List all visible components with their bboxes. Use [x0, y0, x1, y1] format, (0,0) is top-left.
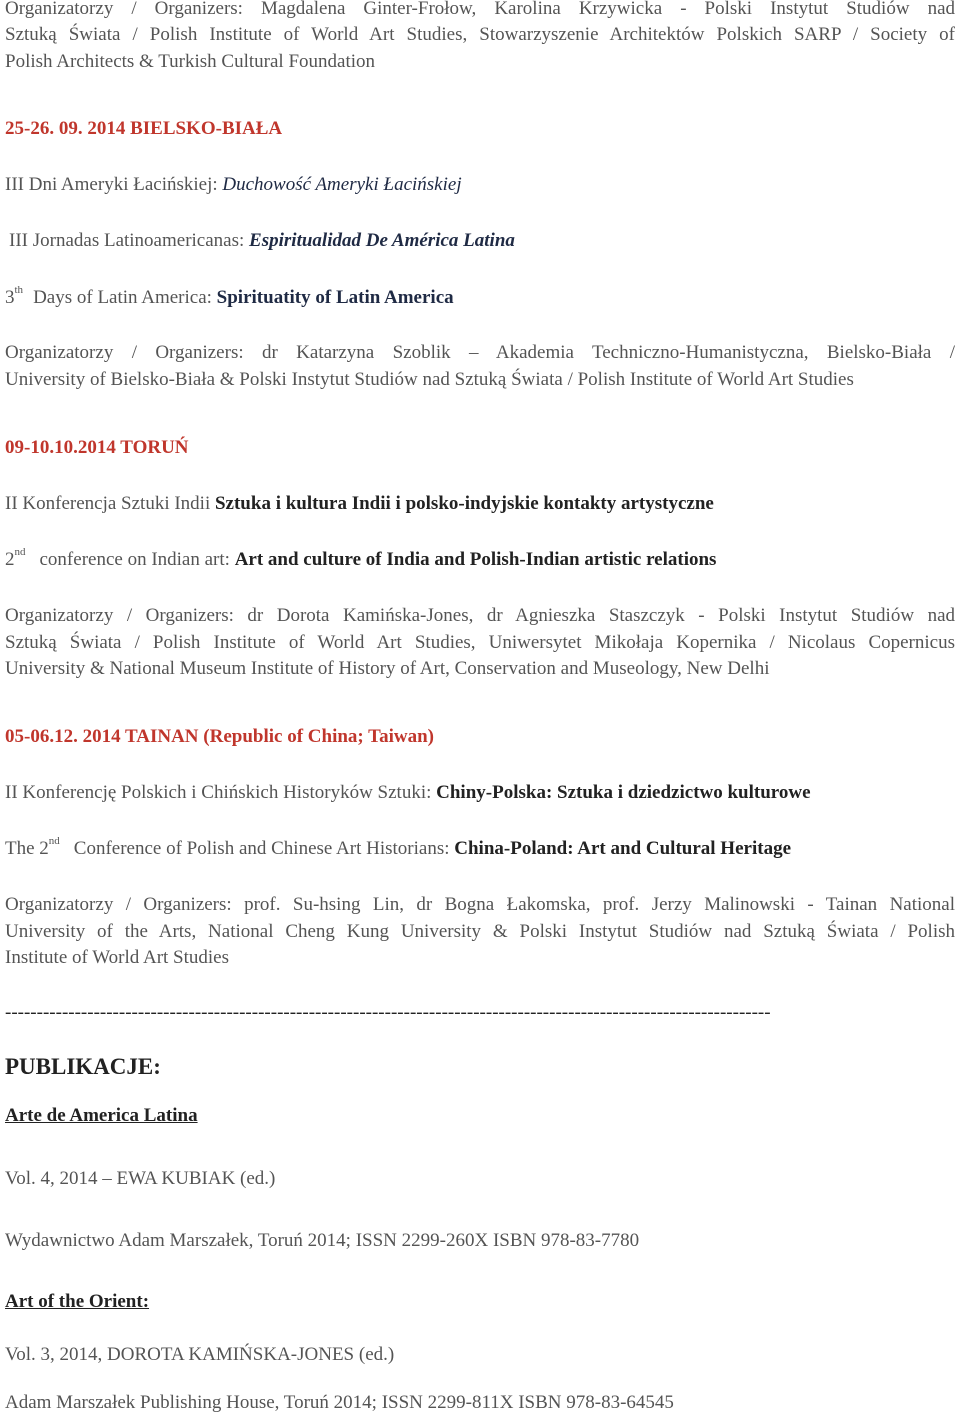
top-organizers-line3: Polish Architects & Turkish Cultural Foundation	[5, 51, 375, 72]
event1-en-prefix: Days of Latin America:	[33, 287, 217, 308]
pub1-title: Arte de America Latina	[5, 1105, 198, 1126]
publications-heading: PUBLIKACJE:	[5, 1054, 161, 1079]
event1-en-num: 3	[5, 287, 15, 308]
event1-pl-line	[5, 174, 462, 196]
pub2-volume: Vol. 3, 2014, DOROTA KAMIŃSKA-JONES (ed.)	[5, 1344, 395, 1365]
event3-en-prefix-a: The 2	[5, 838, 49, 859]
pub2-publisher: Adam Marszałek Publishing House, Toruń 2014; ISSN 2299-811X ISBN 978-83-64545	[5, 1392, 674, 1413]
event1-heading: 25-26. 09. 2014 BIELSKO-BIAŁA	[5, 118, 283, 139]
event3-heading: 05-06.12. 2014 TAINAN (Republic of China; Taiwan)	[5, 726, 434, 747]
pub1-volume: Vol. 4, 2014 – EWA KUBIAK (ed.)	[5, 1168, 276, 1189]
top-organizers-line1: Organizatorzy / Organizers: Magdalena Ginter-Frołow, Karolina Krzywicka - Polski Instytut Studiów nad	[5, 0, 955, 19]
pub2-title: Art of the Orient:	[5, 1291, 150, 1312]
event2-pl-prefix: II Konferencja Sztuki Indii	[5, 493, 215, 514]
event1-pl-prefix: III Dni Ameryki Łacińskiej:	[5, 174, 223, 195]
event1-en-line	[5, 283, 454, 309]
event3-org-line3: Institute of World Art Studies	[5, 947, 230, 968]
event1-es-title: Espiritualidad De América Latina	[249, 230, 515, 251]
event3-en-title: China-Poland: Art and Cultural Heritage	[454, 838, 791, 859]
event2-en-num: 2	[5, 549, 15, 570]
event2-org-line1: Organizatorzy / Organizers: dr Dorota Kamińska-Jones, dr Agnieszka Staszczyk - Polski Instytut Studiów nad	[5, 605, 955, 626]
event2-en-sup: nd	[14, 545, 26, 558]
event2-org-line3: University & National Museum Institute of History of Art, Conservation and Museology, New Delhi	[5, 658, 770, 679]
event1-es-prefix: III Jornadas Latinoamericanas:	[9, 230, 250, 251]
event3-en-prefix-b: Conference of Polish and Chinese Art Historians:	[73, 838, 455, 859]
event3-org-line1: Organizatorzy / Organizers: prof. Su-hsing Lin, dr Bogna Łakomska, prof. Jerzy Malinowski - Tainan National	[5, 894, 955, 915]
event2-pl-line	[5, 493, 714, 515]
event3-pl-title: Chiny-Polska: Sztuka i dziedzictwo kulturowe	[436, 782, 811, 803]
event2-pl-title: Sztuka i kultura Indii i polsko-indyjskie kontakty artystyczne	[214, 493, 714, 514]
event3-pl-prefix: II Konferencję Polskich i Chińskich Historyków Sztuki:	[5, 782, 437, 803]
top-organizers-line2: Sztuką Świata / Polish Institute of World Art Studies, Stowarzyszenie Architektów Polskich SARP / Society of	[5, 24, 955, 45]
event1-pl-title: Duchowość Ameryki Łacińskiej	[222, 174, 462, 195]
event1-en-title: Spirituatity of Latin America	[216, 287, 454, 308]
event2-en-title: Art and culture of India and Polish-Indian artistic relations	[234, 549, 717, 570]
event2-en-prefix: conference on Indian art:	[39, 549, 235, 570]
event2-en-line	[5, 545, 717, 571]
event1-es-line	[9, 230, 515, 252]
event1-org-line2: University of Bielsko-Biała & Polski Instytut Studiów nad Sztuką Świata / Polish Institute of World Art Studies	[5, 369, 854, 390]
separator-line: -------------------------------------------------------------------------------------------------------------------------	[5, 1002, 771, 1023]
pub1-publisher: Wydawnictwo Adam Marszałek, Toruń 2014; ISSN 2299-260X ISBN 978-83-7780	[5, 1230, 640, 1251]
event3-en-line	[5, 834, 791, 860]
event3-pl-line	[5, 782, 811, 804]
event3-en-sup: nd	[48, 834, 60, 847]
event3-org-line2: University of the Arts, National Cheng Kung University & Polski Instytut Studiów nad Sztuką Świata / Polish	[5, 921, 955, 942]
event2-org-line2: Sztuką Świata / Polish Institute of World Art Studies, Uniwersytet Mikołaja Kopernika / Nicolaus Copernicus	[5, 632, 955, 653]
event1-org-line1: Organizatorzy / Organizers: dr Katarzyna Szoblik – Akademia Techniczno-Humanistyczna, Bielsko-Biała /	[5, 342, 955, 363]
event2-heading: 09-10.10.2014 TORUŃ	[5, 437, 189, 458]
event1-en-sup: th	[14, 283, 24, 296]
